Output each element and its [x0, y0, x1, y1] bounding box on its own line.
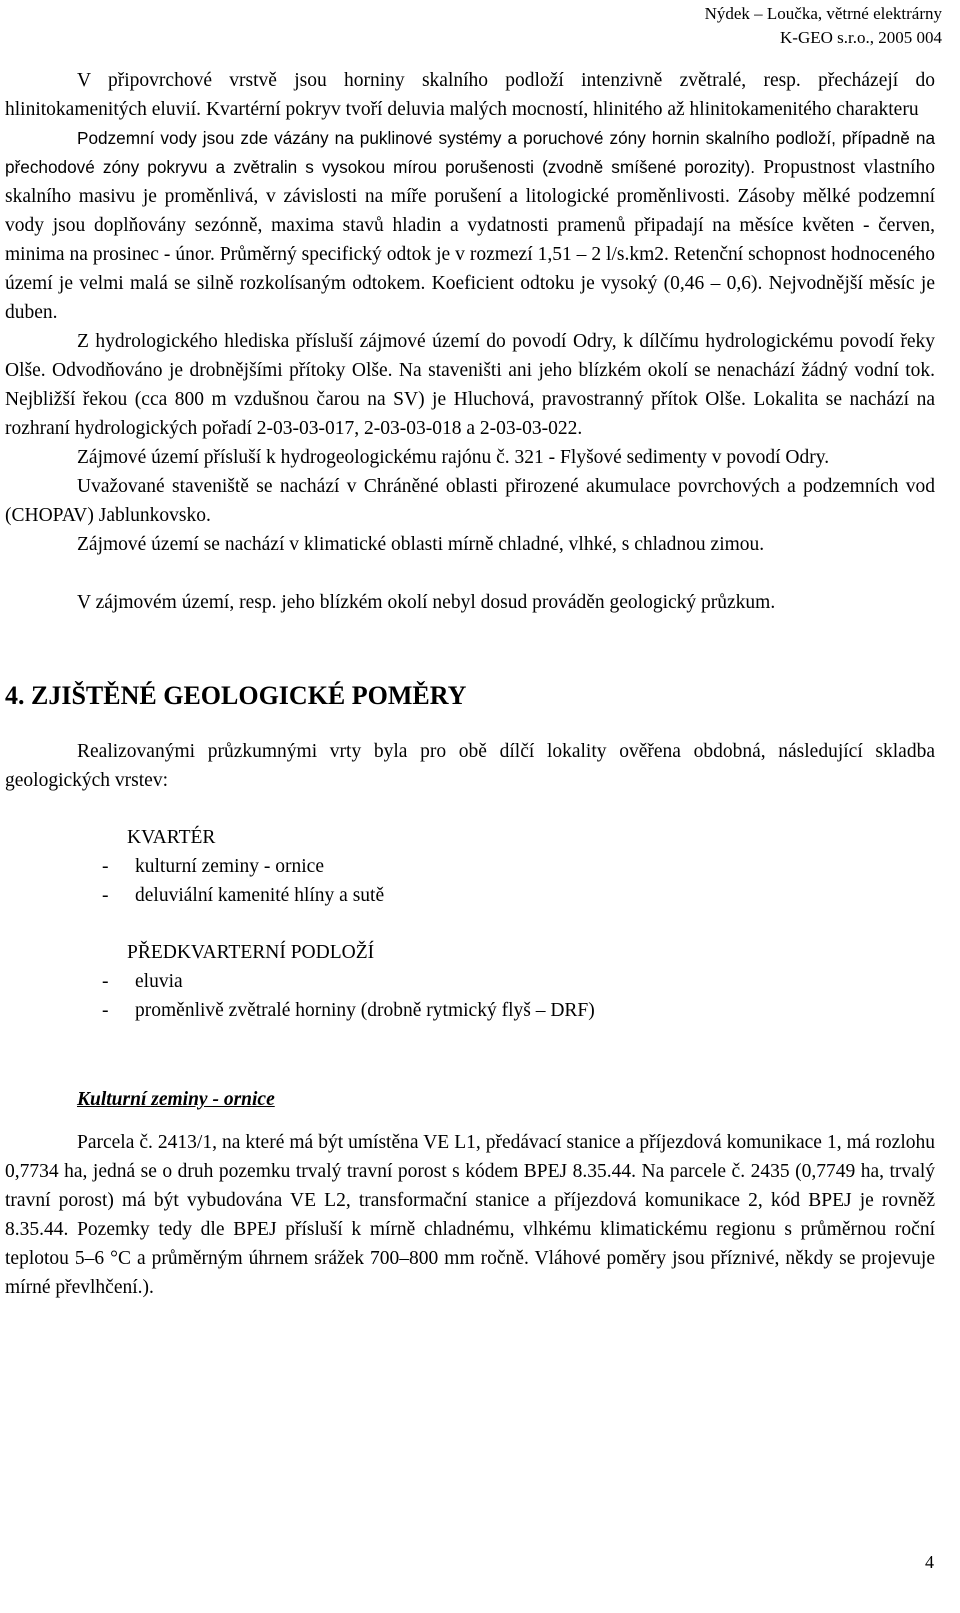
paragraph-groundwater — [5, 124, 935, 327]
list-dash: - — [102, 971, 109, 992]
paragraph-bedrock — [5, 66, 935, 124]
paragraph-chopav: Uvažované staveniště se nachází v Chráněné oblasti přirozené akumulace povrchových a podzemních vod (CHOPAV) Jablunkovsko. — [5, 476, 935, 526]
list-item-text: eluvia — [135, 971, 183, 992]
list-dash: - — [102, 885, 109, 906]
header-title: Nýdek – Loučka, větrné elektrárny — [704, 4, 942, 23]
section-intro: Realizovanými průzkumnými vrty byla pro obě dílčí lokality ověřena obdobná, následující skladba geologických vrstev: — [5, 741, 935, 791]
list-dash: - — [102, 1000, 109, 1021]
layer-group-label: PŘEDKVARTERNÍ PODLOŽÍ — [127, 942, 375, 963]
header-doc-id: K-GEO s.r.o., 2005 004 — [780, 28, 942, 47]
list-item — [5, 996, 935, 1025]
layer-group-predkvarter — [127, 938, 935, 967]
layer-group-label: KVARTÉR — [127, 827, 216, 848]
paragraph-bedrock-part1: V připovrchové vrstvě jsou horniny skalního podloží intenzivně zvětralé, resp. přecházejí do hlinitokamenitých eluvií. — [5, 70, 935, 120]
paragraph-groundwater-part2: Propustnost vlastního skalního masivu je proměnlivá, v závislosti na míře porušení a litologické proměnlivosti. Zásoby mělké podzemní vody jsou doplňovány sezónně, maxima stavů hladin a vydatnosti pramenů připadají na měsíce květen - červen, minima na prosinec - únor. Průměrný specifický odtok je v rozmezí 1,51 – 2 l/s.km2. Retenční schopnost hodnoceného území je velmi malá se silně rozkolísaným odtokem. Koeficient odtoku je vysoký (0,46 – 0,6). Nejvodnější měsíc je duben. — [5, 157, 935, 323]
paragraph-bedrock-part2: Kvartérní pokryv tvoří deluvia malých mocností, hlinitého až hlinitokamenitého charakteru — [201, 99, 919, 120]
layer-group-kvarter — [127, 823, 935, 852]
list-item — [5, 881, 935, 910]
subsection-heading: Kulturní zeminy - ornice — [77, 1089, 275, 1110]
paragraph-climate: Zájmové území se nachází v klimatické oblasti mírně chladné, vlhké, s chladnou zimou. — [77, 534, 765, 555]
page-number: 4 — [925, 1552, 934, 1572]
paragraph-parcels: Parcela č. 2413/1, na které má být umístěna VE L1, předávací stanice a příjezdová komunikace 1, má rozlohu 0,7734 ha, jedná se o druh pozemku trvalý travní porost s kódem BPEJ 8.35.44. Na parcele č. 2435 (0,7749 ha, trvalý travní porost) má být vybudována VE L2, transformační stanice a příjezdová komunikace 2, kód BPEJ je rovněž 8.35.44. Pozemky tedy dle BPEJ přísluší k mírně chladnému, vlhkému klimatickému regionu s průměrnou roční teplotou 5–6 °C a průměrným úhrnem srážek 700–800 mm ročně. Vláhové poměry jsou příznivé, někdy se projevuje mírné převlhčení.). — [5, 1132, 935, 1298]
paragraph-hydrogeology: Zájmové území přísluší k hydrogeologickému rajónu č. 321 - Flyšové sedimenty v povodí Odry. — [77, 447, 830, 468]
paragraph-hydrology: Z hydrologického hlediska přísluší zájmové území do povodí Odry, k dílčímu hydrologickému povodí řeky Olše. Odvodňováno je drobnějšími přítoky Olše. Na staveništi ani jeho blízkém okolí se nenachází žádný vodní tok. Nejbližší řekou (cca 800 m vzdušnou čarou na SV) je Hluchová, pravostranný přítok Olše. Lokalita se nachází na rozhraní hydrologických pořadí 2-03-03-017, 2-03-03-018 a 2-03-03-022. — [5, 331, 935, 439]
list-item-text: kulturní zeminy - ornice — [135, 856, 324, 877]
list-item-text: deluviální kamenité hlíny a sutě — [135, 885, 385, 906]
list-item — [5, 967, 935, 996]
section-heading: 4. ZJIŠTĚNÉ GEOLOGICKÉ POMĚRY — [5, 681, 467, 710]
list-item-text: proměnlivě zvětralé horniny (drobně rytmický flyš – DRF) — [135, 1000, 595, 1021]
document-body — [5, 66, 935, 1302]
paragraph-survey: V zájmovém území, resp. jeho blízkém okolí nebyl dosud prováděn geologický průzkum. — [77, 592, 776, 613]
page-header — [705, 2, 942, 50]
list-item — [5, 852, 935, 881]
list-dash: - — [102, 856, 109, 877]
paragraph-groundwater-part1: Podzemní vody jsou zde vázány na puklinové systémy a poruchové zóny hornin skalního podloží, případně na přechodové zóny pokryvu a zvětralin s vysokou mírou porušenosti (zvodně smíšené porozity). — [5, 128, 935, 177]
